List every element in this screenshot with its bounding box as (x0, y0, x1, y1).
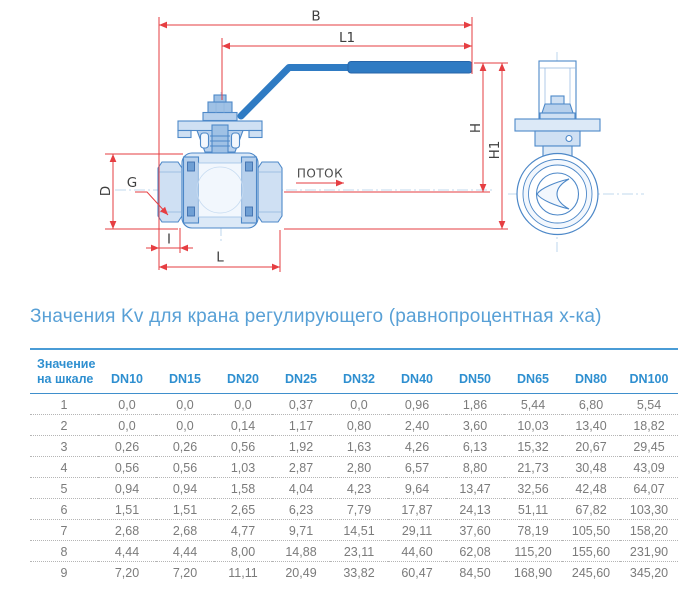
table-row (30, 436, 678, 457)
kv-value: 4,44 (156, 541, 214, 562)
kv-value: 43,09 (620, 457, 678, 478)
kv-value: 1,63 (330, 436, 388, 457)
kv-value: 2,80 (330, 457, 388, 478)
kv-value: 6,80 (562, 394, 620, 415)
flange-end (515, 119, 600, 131)
kv-value: 8,80 (446, 457, 504, 478)
kv-value: 17,87 (388, 499, 446, 520)
kv-value: 0,56 (98, 457, 156, 478)
kv-value: 18,82 (620, 415, 678, 436)
packing-left (201, 133, 209, 148)
kv-value: 245,60 (571, 565, 611, 580)
dim-label-G: G (126, 175, 138, 191)
column-header-dn65: DN65 (504, 349, 562, 394)
kv-value: 0,0 (214, 394, 272, 415)
column-header-dn25: DN25 (272, 349, 330, 394)
kv-table-header-row (30, 349, 678, 394)
stem-nut (208, 102, 232, 113)
kv-value: 7,20 (114, 565, 140, 580)
kv-value: 78,19 (504, 520, 562, 541)
kv-value: 105,50 (562, 520, 620, 541)
kv-value: 0,0 (156, 415, 214, 436)
kv-value: 44,60 (388, 541, 446, 562)
kv-value: 0,0 (98, 394, 156, 415)
table-row (30, 457, 678, 478)
washer-end (540, 113, 575, 119)
kv-value: 20,67 (562, 436, 620, 457)
kv-value: 13,47 (446, 478, 504, 499)
scale-value: 9 (60, 565, 68, 580)
kv-value: 0,26 (156, 436, 214, 457)
scale-header-line2: на шкале (37, 372, 94, 386)
kv-value: 0,56 (156, 457, 214, 478)
dim-label-H: H (468, 122, 484, 134)
kv-value: 32,56 (504, 478, 562, 499)
kv-value: 3,60 (446, 415, 504, 436)
kv-value: 29,11 (388, 520, 446, 541)
dim-label-D: D (98, 185, 114, 197)
nut-end (542, 104, 573, 113)
scale-value: 8 (30, 541, 98, 562)
flow-label: ПОТОК (296, 166, 344, 181)
valve-side-view (158, 62, 472, 229)
kv-value: 6,57 (388, 457, 446, 478)
kv-value: 115,20 (504, 541, 562, 562)
kv-value: 29,45 (620, 436, 678, 457)
kv-value: 9,64 (388, 478, 446, 499)
kv-value: 0,14 (214, 415, 272, 436)
gland-block-end (535, 131, 580, 146)
kv-value: 11,11 (228, 565, 258, 580)
kv-value: 20,49 (285, 565, 317, 580)
dim-label-L: L (216, 249, 224, 266)
scale-value: 7 (30, 520, 98, 541)
column-header-dn15: DN15 (156, 349, 214, 394)
table-row (30, 562, 678, 583)
kv-value: 2,68 (156, 520, 214, 541)
kv-value: 10,03 (504, 415, 562, 436)
column-header-dn40: DN40 (388, 349, 446, 394)
kv-value: 84,50 (459, 565, 491, 580)
scale-value: 3 (30, 436, 98, 457)
scale-column-header (30, 349, 98, 394)
valve-handle-arm (241, 68, 350, 117)
kv-value: 4,23 (330, 478, 388, 499)
kv-value: 33,82 (343, 565, 375, 580)
stem-end (551, 96, 564, 104)
kv-value: 23,11 (330, 541, 388, 562)
left-end-cap (158, 162, 182, 222)
kv-value: 1,03 (214, 457, 272, 478)
scale-value: 5 (30, 478, 98, 499)
kv-value: 24,13 (446, 499, 504, 520)
kv-value: 7,20 (172, 565, 198, 580)
valve-handle-grip (348, 62, 472, 74)
kv-value: 15,32 (504, 436, 562, 457)
kv-value: 60,47 (401, 565, 433, 580)
column-header-dn10: DN10 (98, 349, 156, 394)
kv-value: 2,40 (388, 415, 446, 436)
column-header-dn20: DN20 (214, 349, 272, 394)
kv-value: 345,20 (629, 565, 669, 580)
column-header-dn50: DN50 (446, 349, 504, 394)
kv-value: 2,68 (98, 520, 156, 541)
kv-value: 0,94 (156, 478, 214, 499)
kv-value: 158,20 (620, 520, 678, 541)
valve-end-view (515, 61, 600, 235)
dim-label-B: B (311, 8, 321, 25)
scale-value: 6 (30, 499, 98, 520)
kv-value: 62,08 (446, 541, 504, 562)
kv-value: 30,48 (562, 457, 620, 478)
kv-value: 2,87 (272, 457, 330, 478)
plate-tab-left (178, 131, 191, 138)
kv-value: 0,0 (330, 394, 388, 415)
kv-value: 21,73 (504, 457, 562, 478)
stem-washer (203, 113, 237, 121)
kv-value: 1,86 (446, 394, 504, 415)
plate-tab-right (249, 131, 262, 138)
kv-value: 64,07 (620, 478, 678, 499)
table-row (30, 499, 678, 520)
dim-label-I: I (167, 231, 171, 248)
kv-value: 0,0 (156, 394, 214, 415)
dim-label-L1: L1 (338, 30, 356, 46)
right-end-cap (258, 162, 282, 222)
kv-value: 14,88 (272, 541, 330, 562)
kv-value: 0,94 (98, 478, 156, 499)
kv-value: 103,30 (620, 499, 678, 520)
kv-value: 6,13 (446, 436, 504, 457)
kv-value: 5,44 (504, 394, 562, 415)
stem-top (214, 95, 226, 102)
kv-value: 6,23 (272, 499, 330, 520)
scale-value: 2 (30, 415, 98, 436)
kv-value: 37,60 (446, 520, 504, 541)
table-row (30, 541, 678, 562)
kv-value: 1,51 (156, 499, 214, 520)
table-row (30, 415, 678, 436)
kv-table-title: Значения Kv для крана регулирующего (равнопроцентная х-ка) (30, 306, 602, 327)
kv-value: 4,77 (214, 520, 272, 541)
kv-value: 0,26 (98, 436, 156, 457)
table-row (30, 394, 678, 415)
kv-value: 4,26 (388, 436, 446, 457)
kv-value: 67,82 (562, 499, 620, 520)
kv-value: 0,56 (214, 436, 272, 457)
kv-value: 4,04 (272, 478, 330, 499)
kv-value: 5,54 (620, 394, 678, 415)
kv-value: 7,79 (330, 499, 388, 520)
column-header-dn100: DN100 (620, 349, 678, 394)
kv-value: 0,0 (98, 415, 156, 436)
valve-technical-drawing (0, 0, 700, 300)
scale-value: 1 (30, 394, 98, 415)
scale-value: 4 (30, 457, 98, 478)
kv-value: 1,51 (98, 499, 156, 520)
dimension-lines (105, 17, 508, 272)
kv-value: 8,00 (214, 541, 272, 562)
kv-value: 231,90 (620, 541, 678, 562)
table-row (30, 478, 678, 499)
kv-value: 51,11 (504, 499, 562, 520)
kv-value: 155,60 (562, 541, 620, 562)
column-header-dn80: DN80 (562, 349, 620, 394)
valve-stem (212, 125, 228, 153)
kv-value: 42,48 (562, 478, 620, 499)
kv-value: 0,37 (272, 394, 330, 415)
kv-table-body (30, 394, 678, 583)
kv-value: 9,71 (272, 520, 330, 541)
packing-right (232, 133, 240, 148)
dim-label-H1: H1 (487, 140, 503, 160)
kv-value: 0,96 (388, 394, 446, 415)
body-chamber (199, 163, 242, 217)
kv-table (30, 348, 678, 582)
kv-value: 168,90 (513, 565, 553, 580)
kv-value: 14,51 (330, 520, 388, 541)
column-header-dn32: DN32 (330, 349, 388, 394)
kv-value: 1,92 (272, 436, 330, 457)
table-row (30, 520, 678, 541)
kv-value: 13,40 (562, 415, 620, 436)
kv-value: 2,65 (214, 499, 272, 520)
kv-value: 4,44 (98, 541, 156, 562)
scale-header-line1: Значение (37, 357, 96, 371)
drain-plug (566, 136, 572, 142)
kv-value: 1,58 (214, 478, 272, 499)
kv-value: 1,17 (272, 415, 330, 436)
kv-value: 0,80 (330, 415, 388, 436)
